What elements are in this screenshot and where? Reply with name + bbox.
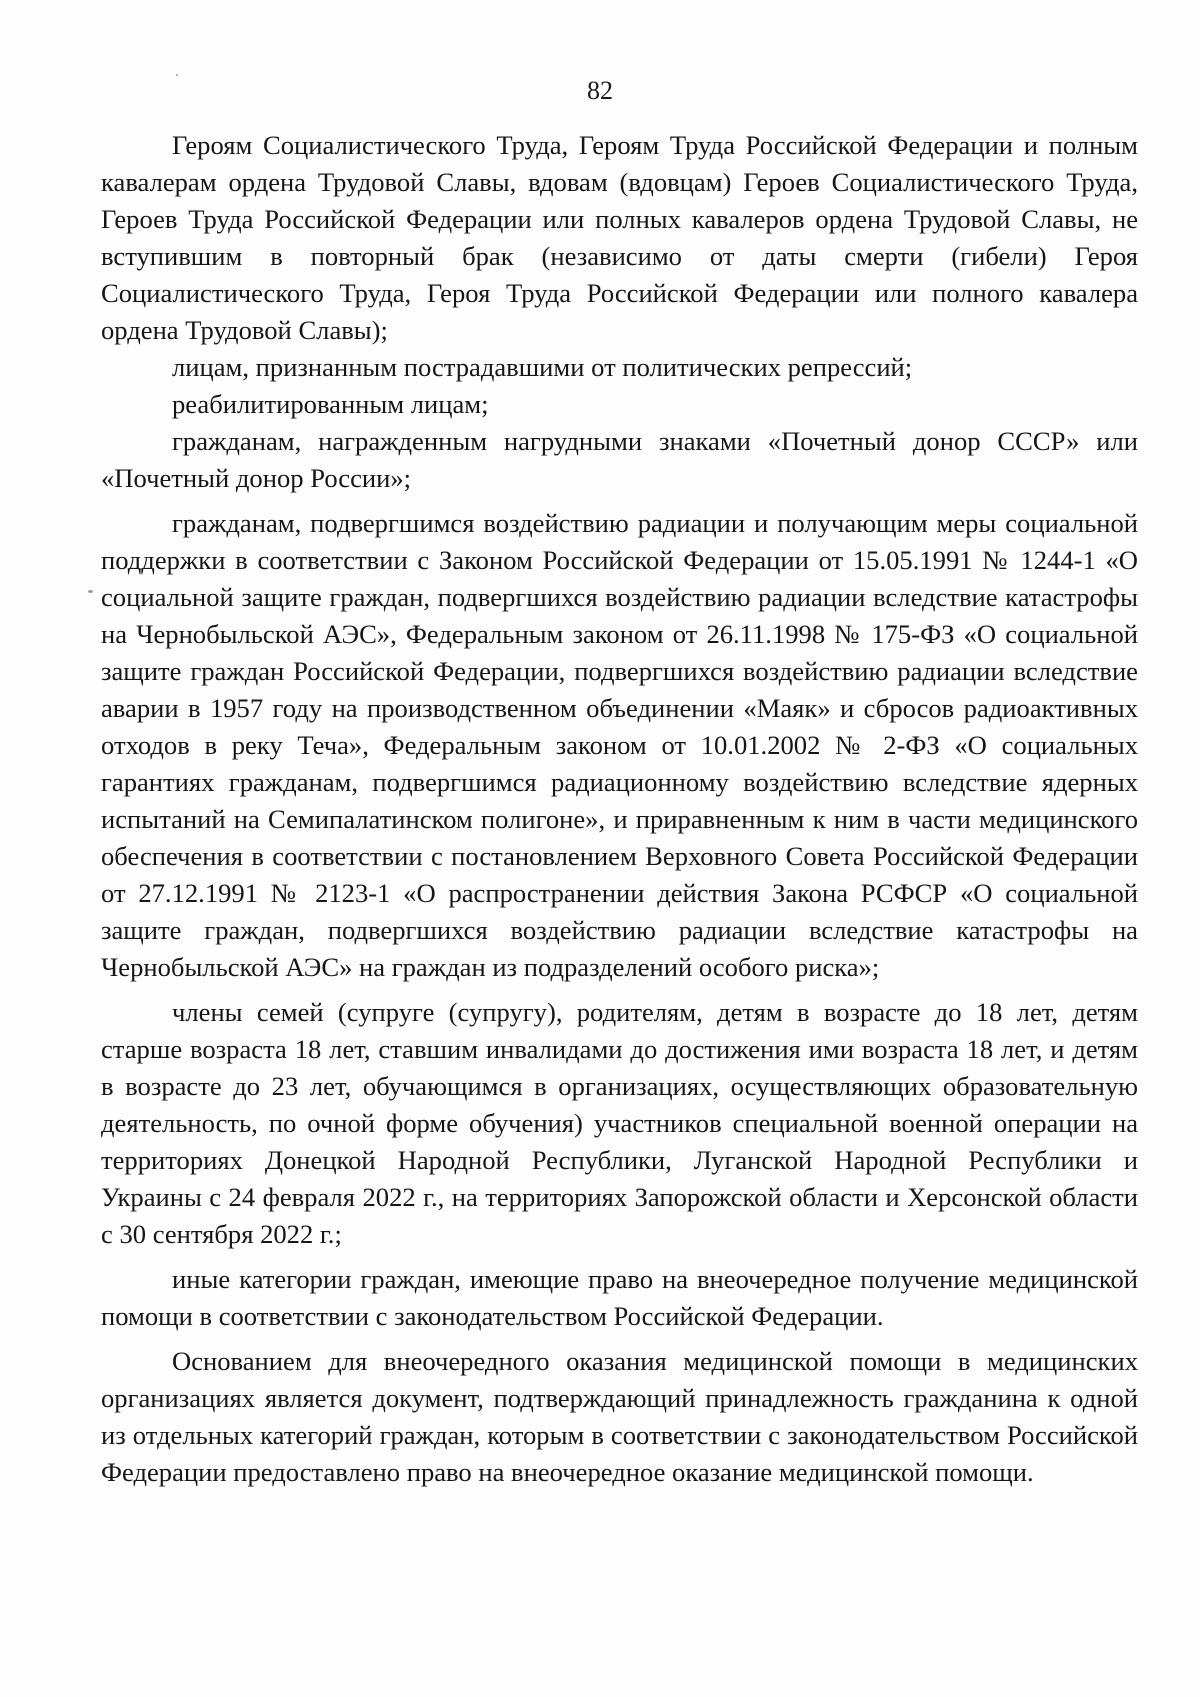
paragraph-grounds: Основанием для внеочередного оказания медицинской помощи в медицинских организациях является документ, подтверждающий принадлежность гражданина к одной из отдельных категорий граждан, которым в соответствии с законодательством Российской Федерации предоставлено право на внеочередное оказание медицинской помощи. [101,1346,1138,1487]
document-body [101,127,1138,1491]
paragraph-rehabilitated: реабилитированным лицам; [172,389,489,419]
paragraph-repressed: лицам, признанным пострадавшими от политических репрессий; [172,352,913,382]
scan-speck [88,590,93,593]
scan-speck [176,74,178,76]
paragraph-heroes: Героям Социалистического Труда, Героям Труда Российской Федерации и полным кавалерам ордена Трудовой Славы, вдовам (вдовцам) Героев Социалистического Труда, Героев Труда Российской Федерации или полных кавалеров ордена Трудовой Славы, не вступившим в повторный брак (независимо от даты смерти (гибели) Героя Социалистического Труда, Героя Труда Российской Федерации или полного кавалера ордена Трудовой Славы); [101,130,1138,345]
paragraph-radiation: гражданам, подвергшимся воздействию радиации и получающим меры социальной поддержки в соответствии с Законом Российской Федерации от 15.05.1991 № 1244-1 «О социальной защите граждан, подвергшихся воздействию радиации вследствие катастрофы на Чернобыльской АЭС», Федеральным законом от 26.11.1998 № 175-ФЗ «О социальной защите граждан Российской Федерации, подвергшихся воздействию радиации вследствие аварии в 1957 году на производственном объединении «Маяк» и сбросов радиоактивных отходов в реку Теча», Федеральным законом от 10.01.2002 № 2-ФЗ «О социальных гарантиях гражданам, подвергшимся радиационному воздействию вследствие ядерных испытаний на Семипалатинском полигоне», и приравненным к ним в части медицинского обеспечения в соответствии с постановлением Верховного Совета Российской Федерации от 27.12.1991 № 2123-1 «О распространении действия Закона РСФСР «О социальной защите граждан, подвергшихся воздействию радиации вследствие катастрофы на Чернобыльской АЭС» на граждан из подразделений особого риска»; [101,508,1138,982]
paragraph-donors: гражданам, награжденным нагрудными знаками «Почетный донор СССР» или «Почетный донор России»; [101,426,1138,493]
paragraph-other-categories: иные категории граждан, имеющие право на внеочередное получение медицинской помощи в соответствии с законодательством Российской Федерации. [101,1264,1138,1331]
paragraph-family-members: члены семей (супруге (супругу), родителям, детям в возрасте до 18 лет, детям старше возраста 18 лет, ставшим инвалидами до достижения ими возраста 18 лет, и детям в возрасте до 23 лет, обучающимся в организациях, осуществляющих образовательную деятельность, по очной форме обучения) участников специальной военной операции на территориях Донецкой Народной Республики, Луганской Народной Республики и Украины с 24 февраля 2022 г., на территориях Запорожской области и Херсонской области с 30 сентября 2022 г.; [101,997,1138,1249]
page-number: 82 [587,76,613,105]
